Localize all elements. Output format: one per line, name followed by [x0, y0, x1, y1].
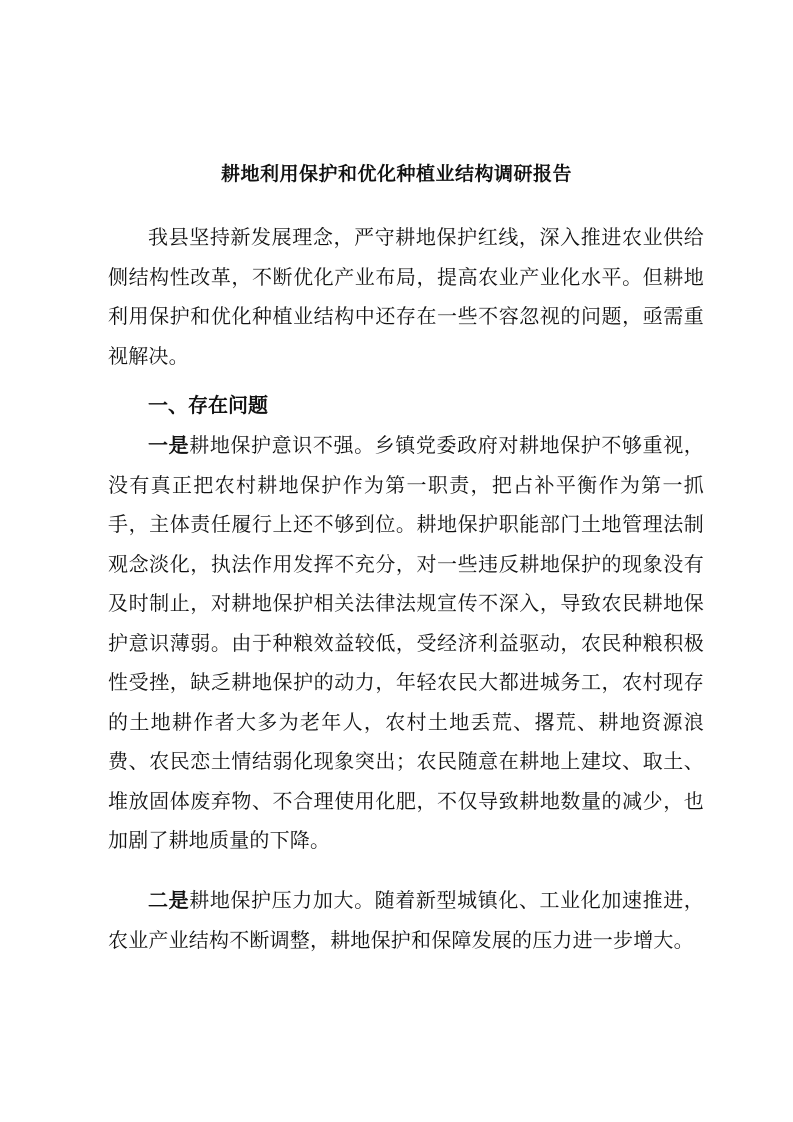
document-title: 耕地利用保护和优化种植业结构调研报告: [220, 163, 572, 185]
intro-text: 我县坚持新发展理念，严守耕地保护红线，深入推进农业供给侧结构性改革，不断优化产业布局，提高农业产业化水平。但耕地利用保护和优化种植业结构中还存在一些不容忽视的问题，亟需重视解决。: [108, 225, 704, 368]
point-one-paragraph: [108, 426, 704, 861]
intro-paragraph: [108, 218, 704, 376]
point-one-lead: 一是: [148, 433, 190, 457]
point-two-paragraph: [108, 881, 704, 960]
point-two-text-block: [108, 881, 704, 960]
point-one-text: 耕地保护意识不强。乡镇党委政府对耕地保护不够重视，没有真正把农村耕地保护作为第一职责，把占补平衡作为第一抓手，主体责任履行上还不够到位。耕地保护职能部门土地管理法制观念淡化，执法作用发挥不充分，对一些违反耕地保护的现象没有及时制止，对耕地保护相关法律法规宣传不深入，导致农民耕地保护意识薄弱。由于种粮效益较低，受经济利益驱动，农民种粮积极性受挫，缺乏耕地保护的动力，年轻农民大都进城务工，农村现存的土地耕作者大多为老年人，农村土地丢荒、撂荒、耕地资源浪费、农民恋土情结弱化现象突出；农民随意在耕地上建坟、取土、堆放固体废弃物、不合理使用化肥，不仅导致耕地数量的减少，也加剧了耕地质量的下降。: [108, 433, 704, 852]
point-one-text-block: [108, 426, 704, 861]
point-two-lead: 二是: [148, 888, 190, 912]
point-two-text: 耕地保护压力加大。随着新型城镇化、工业化加速推进，农业产业结构不断调整，耕地保护和保障发展的压力进一步增大。: [108, 888, 704, 952]
section-heading-problems: 一、存在问题: [148, 393, 268, 417]
